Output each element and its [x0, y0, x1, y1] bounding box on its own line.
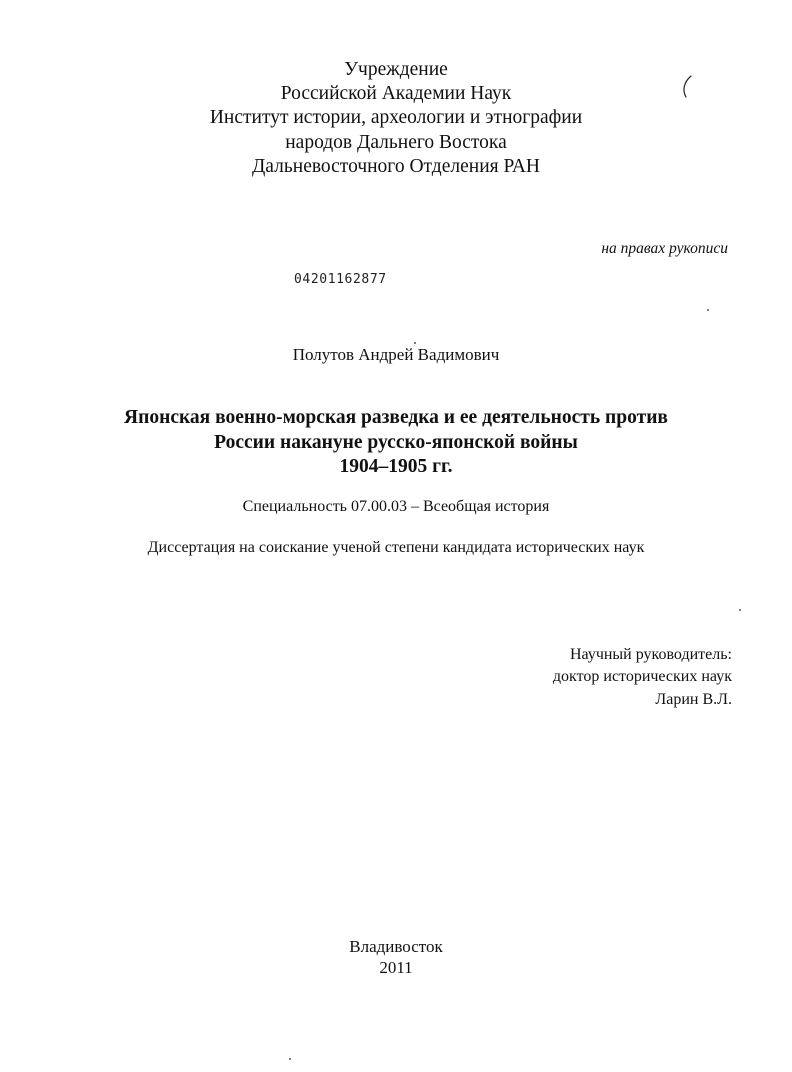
handwritten-mark-icon	[680, 74, 694, 100]
scientific-advisor	[553, 644, 732, 711]
institution-line: Учреждение	[344, 59, 448, 80]
author-name: Полутов Андрей Вадимович	[292, 345, 500, 364]
dissertation-degree: Диссертация на соискание ученой степени кандидата исторических наук	[147, 539, 645, 556]
title-line: Японская военно-морская разведка и ее деятельность против	[124, 407, 668, 428]
institution-line: Институт истории, археологии и этнографии	[209, 107, 583, 129]
year: 2011	[379, 958, 413, 977]
scan-speck	[707, 309, 709, 311]
institution-line: Российской Академии Наук	[280, 83, 512, 105]
city: Владивосток	[349, 937, 443, 956]
dissertation-title	[0, 406, 792, 480]
scan-speck	[739, 609, 741, 611]
manuscript-note: на правах рукописи	[601, 240, 728, 257]
institution-header	[0, 58, 792, 179]
title-line: 1904–1905 гг.	[339, 456, 453, 477]
advisor-degree: доктор исторических наук	[552, 668, 732, 686]
institution-line: народов Дальнего Востока	[285, 131, 507, 153]
speciality: Специальность 07.00.03 – Всеобщая история	[242, 498, 550, 515]
advisor-role: Научный руководитель:	[569, 646, 732, 663]
advisor-name: Ларин В.Л.	[655, 690, 732, 708]
registration-number: 04201162877	[294, 272, 387, 287]
place-and-year	[0, 936, 792, 978]
title-line: России накануне русско-японской войны	[214, 431, 578, 453]
scan-speck	[289, 1058, 291, 1060]
institution-line: Дальневосточного Отделения РАН	[252, 155, 540, 177]
scan-speck	[414, 342, 416, 344]
